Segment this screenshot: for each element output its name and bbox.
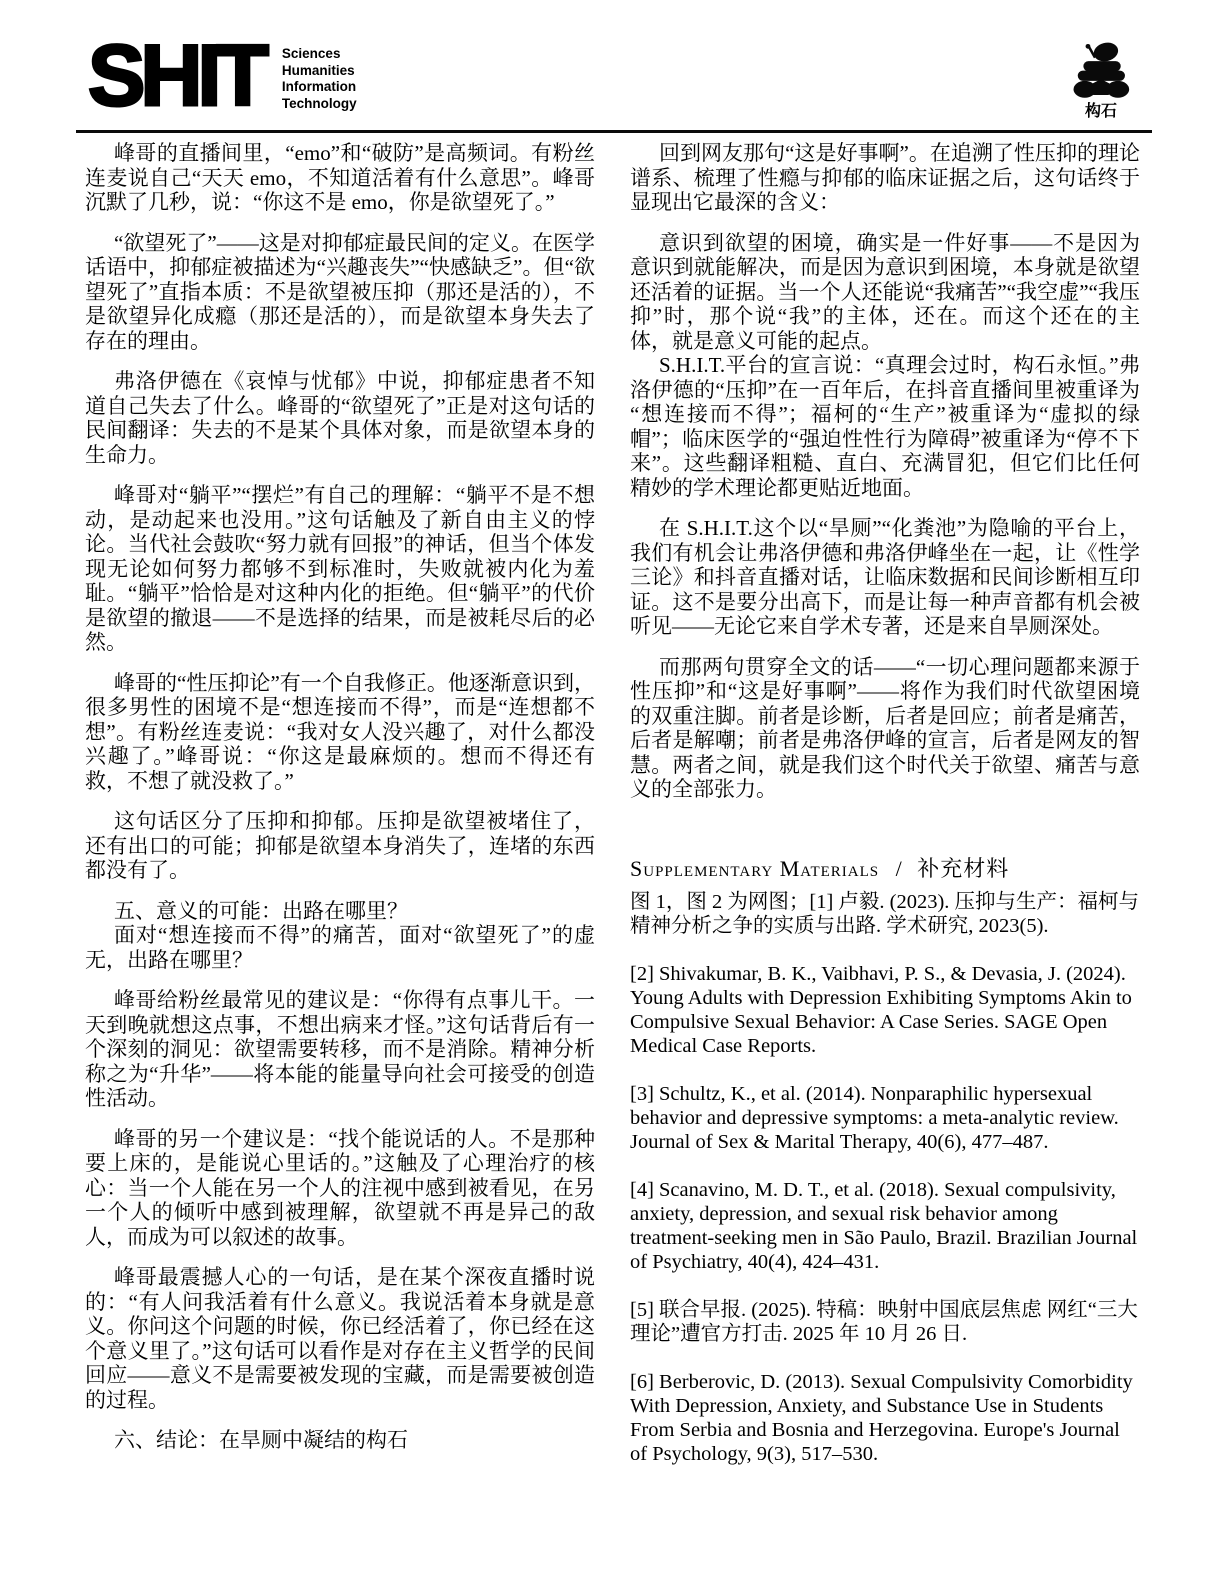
reference-item: 图 1，图 2 为网图；[1] 卢毅. (2023). 压抑与生产：福柯与精神分析之争的实质与出路. 学术研究, 2023(5). <box>630 890 1140 937</box>
paragraph: 五、意义的可能：出路在哪里？ <box>114 898 408 923</box>
supplementary-section <box>630 856 1140 1466</box>
paragraph: 峰哥的“性压抑论”有一个自我修正。他逐渐意识到，很多男性的困境不是“想连接而不得”，而是“连想都不想”。有粉丝连麦说：“我对女人没兴趣了，对什么都没兴趣了。”峰哥说：“你这是最麻烦的。想而不得还有救，不想了就没救了。” <box>85 670 595 793</box>
paragraph: 意识到欲望的困境，确实是一件好事——不是因为意识到就能解决，而是因为意识到困境，本身就是欲望还活着的证据。当一个人还能说“我痛苦”“我空虚”“我压抑”时，那个说“我”的主体，还在。而这个还在的主体，就是意义可能的起点。 <box>630 230 1140 353</box>
rock-pile-icon <box>1065 40 1137 102</box>
paragraph: 弗洛伊德在《哀悼与忧郁》中说，抑郁症患者不知道自己失去了什么。峰哥的“欲望死了”正是对这句话的民间翻译：失去的不是某个具体对象，而是欲望本身的生命力。 <box>85 369 595 467</box>
reference-item: [4] Scanavino, M. D. T., et al. (2018). Sexual compulsivity, anxiety, depression, and sexual risk behavior among treatment-seeking men in São Paulo, Brazil. Brazilian Journal of Psychiatry, 40(4), 424–431. <box>630 1178 1138 1273</box>
paragraph: 在 S.H.I.T.这个以“旱厕”“化粪池”为隐喻的平台上，我们有机会让弗洛伊德和弗洛伊峰坐在一起，让《性学三论》和抖音直播对话，让临床数据和民间诊断相互印证。这不是要分出高下，而是让每一种声音都有机会被听见——无论它来自学术专著，还是来自旱厕深处。 <box>630 516 1140 638</box>
article-body <box>85 141 1140 1466</box>
right-column <box>630 141 1140 1466</box>
paragraph: 而那两句贯穿全文的话——“一切心理问题都来源于性压抑”和“这是好事啊”——将作为我们时代欲望困境的双重注脚。前者是诊断，后者是回应；前者是痛苦，后者是解嘲；前者是弗洛伊峰的宣言，后者是网友的智慧。两者之间，就是我们这个时代关于欲望、痛苦与意义的全部张力。 <box>630 654 1140 801</box>
journal-logo-word: Humanities <box>281 62 355 78</box>
paragraph: S.H.I.T.平台的宣言说：“真理会过时，构石永恒。”弗洛伊德的“压抑”在一百年后，在抖音直播间里被重译为“想连接而不得”；福柯的“生产”被重译为“虚拟的绿帽”；临床医学的“强迫性性行为障碍”被重译为“停不下来”。这些翻译粗糙、直白、充满冒犯，但它们比任何精妙的学术理论都更贴近地面。 <box>630 353 1140 500</box>
masthead <box>88 28 1144 124</box>
paragraph: 峰哥的另一个建议是：“找个能说话的人。不是那种要上床的，是能说心里话的。”这触及了心理治疗的核心：当一个人能在另一个人的注视中感到被看见，在另一个人的倾听中感到被理解，欲望就不再是异己的敌人，而成为可以叙述的故事。 <box>85 1126 595 1249</box>
paragraph: 六、结论：在旱厕中凝结的构石 <box>114 1428 408 1452</box>
journal-logo-word: Technology <box>281 95 357 111</box>
publisher-name: 构石 <box>1084 103 1117 120</box>
publisher-mark <box>1058 40 1144 121</box>
paragraph: 这句话区分了压抑和抑郁。压抑是欲望被堵住了，还有出口的可能；抑郁是欲望本身消失了，连堵的东西都没有了。 <box>85 809 595 882</box>
supplementary-heading-separator: / <box>895 855 903 881</box>
reference-item: [5] 联合早报. (2025). 特稿：映射中国底层焦虑 网红“三大理论”遭官方打击. 2025 年 10 月 26 日. <box>630 1298 1138 1345</box>
reference-item: [6] Berberovic, D. (2013). Sexual Compulsivity Comorbidity With Depression, Anxiety, and Substance Use in Students From Serbia and Bosnia and Herzegovina. Europe's Journal of Psychology, 9(3), 517–530. <box>630 1370 1133 1465</box>
journal-logo-word: Information <box>281 79 357 94</box>
reference-item: [2] Shivakumar, B. K., Vaibhavi, P. S., & Devasia, J. (2024). Young Adults with Depression Exhibiting Symptoms Akin to Compulsive Sexual Behavior: A Case Series. SAGE Open Medical Case Reports. <box>630 962 1132 1057</box>
journal-logo-word: Sciences <box>281 46 341 61</box>
supplementary-heading <box>630 856 1140 882</box>
header-divider <box>76 130 1152 133</box>
supplementary-heading-zh: 补充材料 <box>917 855 1010 881</box>
journal-logo-expansion <box>282 38 357 112</box>
journal-wordmark: SHIT <box>88 28 264 124</box>
paragraph: 峰哥的直播间里，“emo”和“破防”是高频词。有粉丝连麦说自己“天天 emo，不知道活着有什么意思”。峰哥沉默了几秒，说：“你这不是 emo，你是欲望死了。” <box>85 141 595 214</box>
right-column-paragraphs <box>630 141 1140 802</box>
paragraph: 峰哥给粉丝最常见的建议是：“你得有点事儿干。一天到晚就想这点事，不想出病来才怪。”这句话背后有一个深刻的洞见：欲望需要转移，而不是消除。精神分析称之为“升华”——将本能的能量导向社会可接受的创造性活动。 <box>85 988 595 1110</box>
paragraph: “欲望死了”——这是对抑郁症最民间的定义。在医学话语中，抑郁症被描述为“兴趣丧失”“快感缺乏”。但“欲望死了”直指本质：不是欲望被压抑（那还是活的），不是欲望异化成瘾（那还是活的），而是欲望本身失去了存在的理由。 <box>85 230 595 353</box>
reference-item: [3] Schultz, K., et al. (2014). Nonparaphilic hypersexual behavior and depressive symptoms: a meta-analytic review. Journal of Sex & Marital Therapy, 40(6), 477–487. <box>630 1082 1119 1153</box>
paragraph: 峰哥最震撼人心的一句话，是在某个深夜直播时说的：“有人问我活着有什么意义。我说活着本身就是意义。你问这个问题的时候，你已经活着了，你已经在这个意义里了。”这句话可以看作是对存在主义哲学的民间回应——意义不是需要被发现的宝藏，而是需要被创造的过程。 <box>85 1265 595 1412</box>
paragraph: 面对“想连接而不得”的痛苦，面对“欲望死了”的虚无，出路在哪里？ <box>85 923 595 972</box>
left-column <box>85 141 595 1466</box>
supplementary-heading-en: Supplementary Materials <box>630 855 880 881</box>
paragraph: 峰哥对“躺平”“摆烂”有自己的理解：“躺平不是不想动，是动起来也没用。”这句话触及了新自由主义的悖论。当代社会鼓吹“努力就有回报”的神话，但当个体发现无论如何努力都够不到标准时，失败就被内化为羞耻。“躺平”恰恰是对这种内化的拒绝。但“躺平”的代价是欲望的撤退——不是选择的结果，而是被耗尽后的必然。 <box>85 483 595 654</box>
references-list <box>630 890 1140 1466</box>
paragraph: 回到网友那句“这是好事啊”。在追溯了性压抑的理论谱系、梳理了性瘾与抑郁的临床证据之后，这句话终于显现出它最深的含义： <box>630 141 1140 214</box>
journal-logo <box>88 28 357 124</box>
